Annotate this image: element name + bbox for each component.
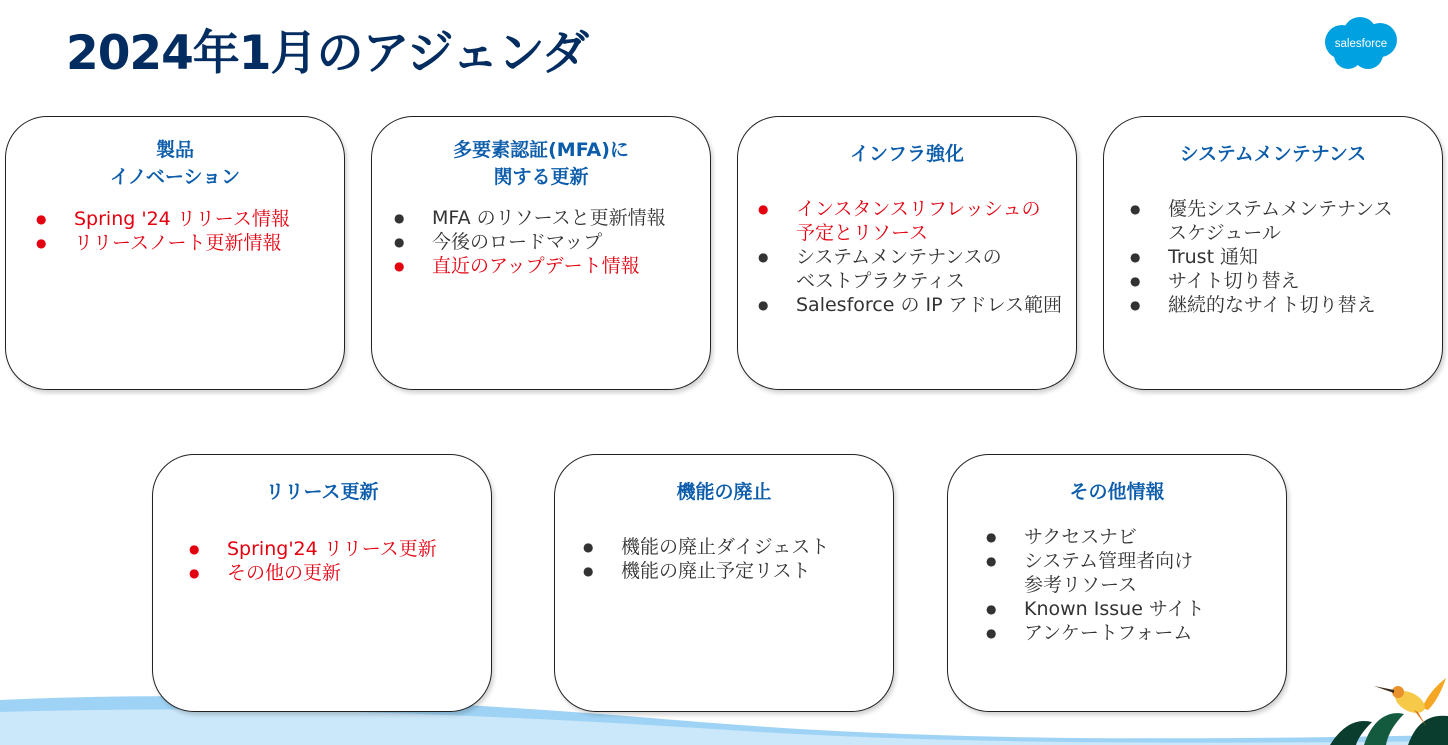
card-feature-retirement[interactable] xyxy=(554,454,894,712)
list-item[interactable]: ● Spring '24 リリース情報 xyxy=(36,207,290,231)
page-title: 2024年1月のアジェンダ xyxy=(66,26,588,81)
card-mfa-updates[interactable] xyxy=(371,116,711,390)
item-list xyxy=(36,207,290,255)
list-item[interactable]: ● インスタンスリフレッシュの 予定とリソース xyxy=(758,197,1062,245)
card-title: 多要素認証(MFA)に 関する更新 xyxy=(453,139,629,188)
list-item[interactable]: ● Trust 通知 xyxy=(1130,245,1393,269)
item-list xyxy=(583,535,829,583)
card-title: 製品 イノベーション xyxy=(109,139,241,188)
list-item[interactable]: ● 機能の廃止予定リスト xyxy=(583,559,829,583)
card-release-updates[interactable] xyxy=(152,454,492,712)
list-item[interactable]: ● 優先システムメンテナンス スケジュール xyxy=(1130,197,1393,245)
card-title: インフラ強化 xyxy=(849,143,964,165)
item-list xyxy=(189,537,437,585)
list-item[interactable]: ● サクセスナビ xyxy=(986,525,1205,549)
list-item[interactable]: ● システム管理者向け 参考リソース xyxy=(986,549,1205,597)
card-title: 機能の廃止 xyxy=(676,481,772,503)
card-system-maintenance[interactable] xyxy=(1103,116,1443,390)
list-item[interactable]: ● 機能の廃止ダイジェスト xyxy=(583,535,829,559)
card-title: リリース更新 xyxy=(265,481,379,503)
list-item[interactable]: ● システムメンテナンスの ベストプラクティス xyxy=(758,245,1062,293)
card-title: その他情報 xyxy=(1069,481,1165,503)
hummingbird-icon xyxy=(1330,660,1448,745)
list-item[interactable]: ● MFA のリソースと更新情報 xyxy=(394,206,666,230)
card-other-info[interactable] xyxy=(947,454,1287,712)
card-title: システムメンテナンス xyxy=(1179,143,1367,165)
logo-text: salesforce xyxy=(1334,38,1388,50)
item-list xyxy=(758,197,1062,317)
card-infrastructure[interactable] xyxy=(737,116,1077,390)
list-item[interactable]: ● Salesforce の IP アドレス範囲 xyxy=(758,293,1062,317)
list-item[interactable]: ● Known Issue サイト xyxy=(986,597,1205,621)
list-item[interactable]: ● その他の更新 xyxy=(189,561,437,585)
item-list xyxy=(986,525,1205,645)
list-item[interactable]: ● Spring'24 リリース更新 xyxy=(189,537,437,561)
salesforce-logo[interactable] xyxy=(1320,14,1402,72)
list-item[interactable]: ● リリースノート更新情報 xyxy=(36,231,290,255)
card-product-innovation[interactable] xyxy=(5,116,345,390)
item-list xyxy=(1130,197,1393,317)
list-item[interactable]: ● 直近のアップデート情報 xyxy=(394,254,666,278)
item-list xyxy=(394,206,666,278)
list-item[interactable]: ● サイト切り替え xyxy=(1130,269,1393,293)
list-item[interactable]: ● 継続的なサイト切り替え xyxy=(1130,293,1393,317)
list-item[interactable]: ● アンケートフォーム xyxy=(986,621,1205,645)
list-item[interactable]: ● 今後のロードマップ xyxy=(394,230,666,254)
